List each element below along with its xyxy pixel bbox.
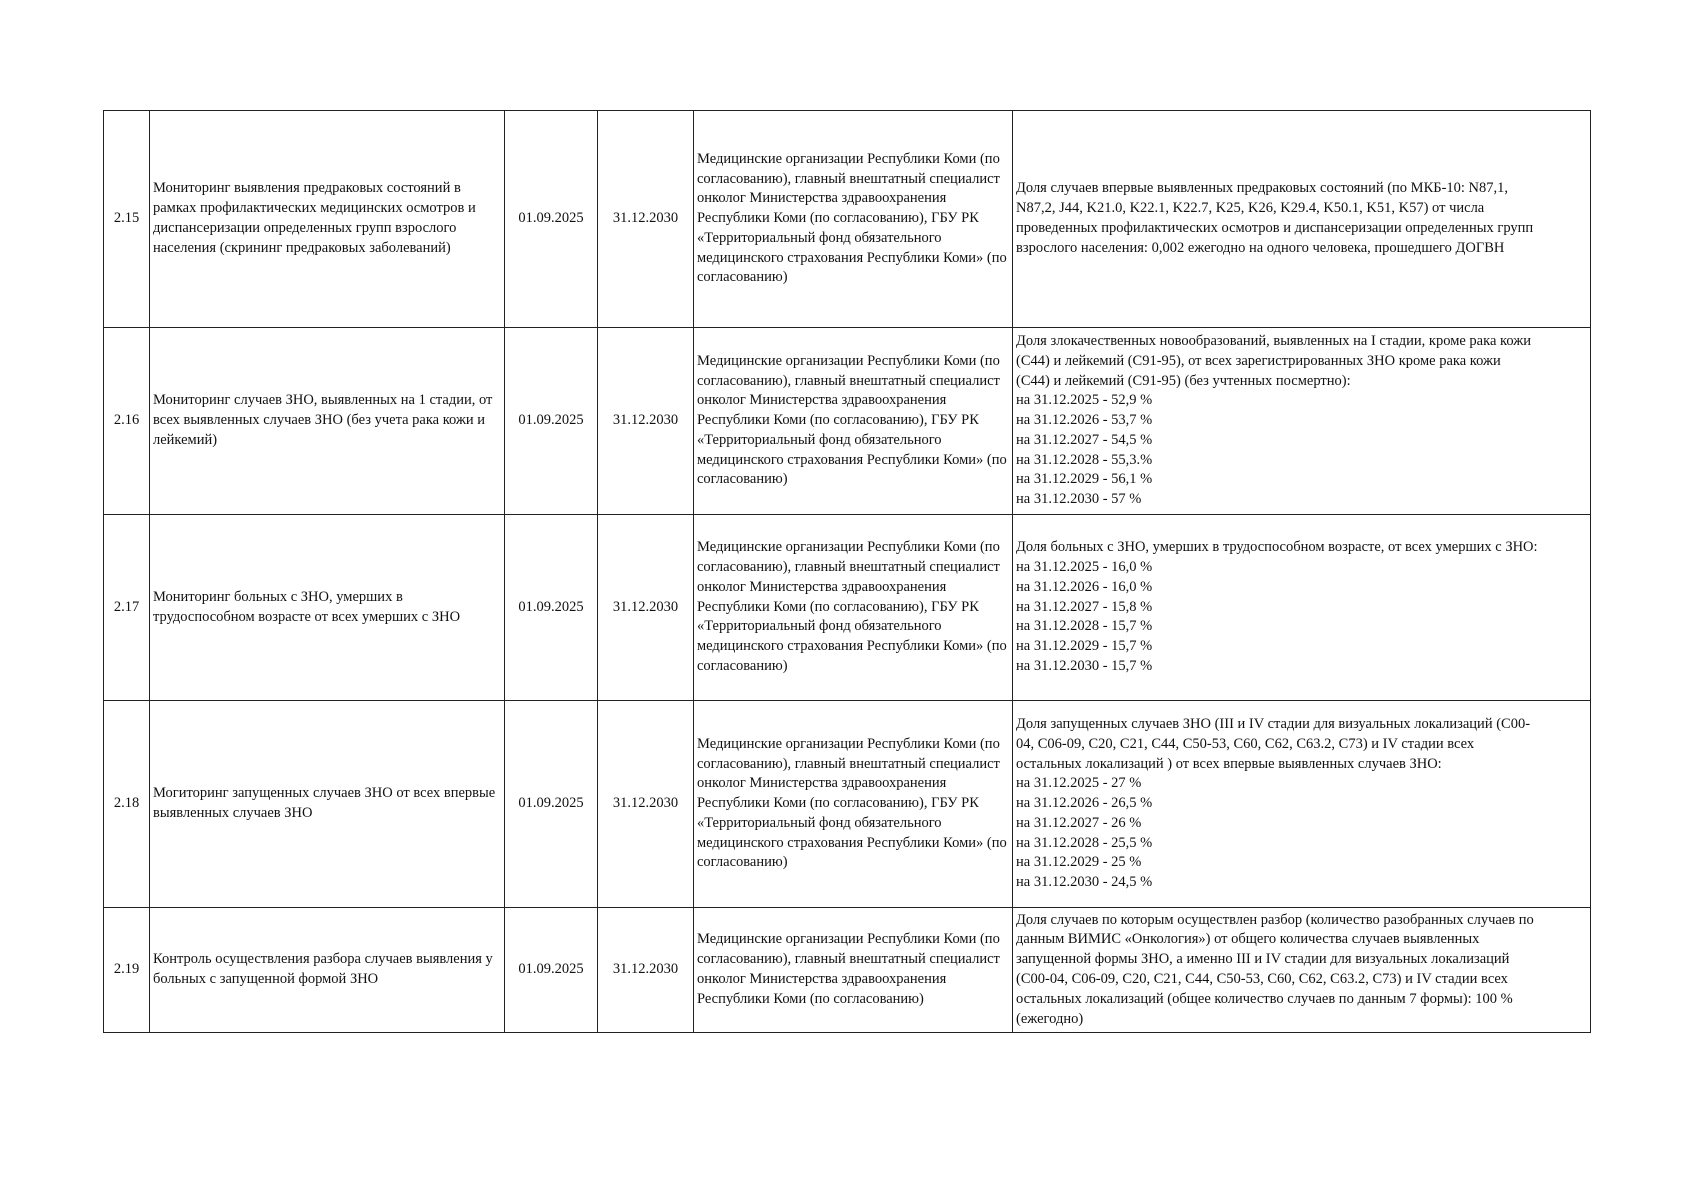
indicator-line: на 31.12.2028 - 55,3.% — [1016, 451, 1153, 468]
indicator-line: на 31.12.2027 - 54,5 % — [1016, 431, 1153, 448]
end-date: 31.12.2030 — [598, 908, 694, 1033]
start-date: 01.09.2025 — [505, 515, 598, 701]
target-indicator — [1013, 328, 1591, 515]
indicator-line: на 31.12.2030 - 24,5 % — [1016, 874, 1153, 891]
row-number: 2.15 — [104, 111, 150, 328]
indicator-line: на 31.12.2026 - 53,7 % — [1016, 412, 1153, 429]
end-date: 31.12.2030 — [598, 701, 694, 908]
indicator-line: Доля случаев по которым осуществлен разбор (количество разобранных случаев по — [1016, 911, 1534, 928]
indicator-line: на 31.12.2028 - 15,7 % — [1016, 618, 1153, 635]
indicator-line: Доля злокачественных новообразований, выявленных на I стадии, кроме рака кожи — [1016, 332, 1531, 349]
indicator-line: остальных локализаций (общее количество случаев по данным 7 формы): 100 % — [1016, 990, 1513, 1007]
indicator-line: на 31.12.2030 - 57 % — [1016, 491, 1142, 508]
activity-name: Могиторинг запущенных случаев ЗНО от всех впервые выявленных случаев ЗНО — [150, 701, 505, 908]
table-row — [104, 328, 1591, 515]
activity-name: Контроль осуществления разбора случаев выявления у больных с запущенной формой ЗНО — [150, 908, 505, 1033]
responsible-executors: Медицинские организации Республики Коми (по согласованию), главный внештатный специалист онколог Министерства здравоохранения Республики Коми (по согласованию), ГБУ РК «Территориальный фонд обязательного медицинского страхования Республики Коми» (по согласованию) — [694, 701, 1013, 908]
table-row — [104, 111, 1591, 328]
activity-name: Мониторинг выявления предраковых состояний в рамках профилактических медицинских осмотров и диспансеризации определенных групп взрослого населения (скрининг предраковых заболеваний) — [150, 111, 505, 328]
target-indicator — [1013, 111, 1591, 328]
start-date: 01.09.2025 — [505, 701, 598, 908]
table-row — [104, 908, 1591, 1033]
indicator-line: (С44) и лейкемий (С91-95) (без учтенных посмертно): — [1016, 372, 1351, 389]
target-indicator — [1013, 701, 1591, 908]
table-body — [104, 111, 1591, 1033]
indicator-line: на 31.12.2030 - 15,7 % — [1016, 657, 1153, 674]
start-date: 01.09.2025 — [505, 328, 598, 515]
indicator-line: на 31.12.2025 - 52,9 % — [1016, 392, 1153, 409]
responsible-executors: Медицинские организации Республики Коми (по согласованию), главный внештатный специалист онколог Министерства здравоохранения Республики Коми (по согласованию) — [694, 908, 1013, 1033]
row-number: 2.16 — [104, 328, 150, 515]
responsible-executors: Медицинские организации Республики Коми (по согласованию), главный внештатный специалист онколог Министерства здравоохранения Республики Коми (по согласованию), ГБУ РК «Территориальный фонд обязательного медицинского страхования Республики Коми» (по согласованию) — [694, 515, 1013, 701]
indicator-line: на 31.12.2029 - 25 % — [1016, 854, 1142, 871]
row-number: 2.19 — [104, 908, 150, 1033]
activities-table — [103, 110, 1591, 1033]
end-date: 31.12.2030 — [598, 515, 694, 701]
activity-name: Мониторинг больных с ЗНО, умерших в трудоспособном возрасте от всех умерших с ЗНО — [150, 515, 505, 701]
indicator-line: (ежегодно) — [1016, 1010, 1084, 1027]
indicator-line: запущенной формы ЗНО, а именно III и IV стадии для визуальных локализаций — [1016, 951, 1510, 968]
indicator-line: на 31.12.2027 - 15,8 % — [1016, 598, 1153, 615]
row-number: 2.18 — [104, 701, 150, 908]
indicator-line: на 31.12.2025 - 16,0 % — [1016, 559, 1153, 575]
indicator-line: на 31.12.2029 - 56,1 % — [1016, 471, 1153, 488]
table-row — [104, 701, 1591, 908]
activity-name: Мониторинг случаев ЗНО, выявленных на 1 стадии, от всех выявленных случаев ЗНО (без учета рака кожи и лейкемий) — [150, 328, 505, 515]
indicator-line: Доля случаев впервые выявленных предраковых состояний (по МКБ-10: N87,1, — [1016, 180, 1509, 197]
indicator-line: на 31.12.2026 - 16,0 % — [1016, 578, 1153, 595]
indicator-line: (С44) и лейкемий (С91-95), от всех зарегистрированных ЗНО кроме рака кожи — [1016, 352, 1501, 369]
responsible-executors: Медицинские организации Республики Коми (по согласованию), главный внештатный специалист онколог Министерства здравоохранения Республики Коми (по согласованию), ГБУ РК «Территориальный фонд обязательного медицинского страхования Республики Коми» (по согласованию) — [694, 111, 1013, 328]
indicator-line: N87,2, J44, K21.0, K22.1, K22.7, K25, K26, K29.4, K50.1, K51, K57) от числа — [1016, 200, 1485, 217]
indicator-line: (С00-04, С06-09, С20, С21, С44, С50-53, С60, С62, С63.2, С73) и IV стадии всех — [1016, 971, 1508, 987]
indicator-line: взрослого населения: 0,002 ежегодно на одного человека, прошедшего ДОГВН — [1016, 239, 1505, 256]
indicator-line: остальных локализаций ) от всех впервые выявленных случаев ЗНО: — [1016, 755, 1442, 772]
target-indicator — [1013, 908, 1591, 1033]
start-date: 01.09.2025 — [505, 111, 598, 328]
target-indicator — [1013, 515, 1591, 701]
responsible-executors: Медицинские организации Республики Коми (по согласованию), главный внештатный специалист онколог Министерства здравоохранения Республики Коми (по согласованию), ГБУ РК «Территориальный фонд обязательного медицинского страхования Республики Коми» (по согласованию) — [694, 328, 1013, 515]
end-date: 31.12.2030 — [598, 328, 694, 515]
indicator-line: 04, С06-09, С20, С21, С44, С50-53, С60, С62, С63.2, С73) и IV стадии всех — [1016, 735, 1475, 752]
row-number: 2.17 — [104, 515, 150, 701]
indicator-line: данным ВИМИС «Онкология») от общего количества случаев выявленных — [1016, 931, 1480, 948]
indicator-line: на 31.12.2028 - 25,5 % — [1016, 834, 1153, 851]
indicator-line: Доля больных с ЗНО, умерших в трудоспособном возрасте, от всех умерших с ЗНО: — [1016, 539, 1538, 556]
indicator-line: на 31.12.2025 - 27 % — [1016, 775, 1142, 792]
table-row — [104, 515, 1591, 701]
start-date: 01.09.2025 — [505, 908, 598, 1033]
end-date: 31.12.2030 — [598, 111, 694, 328]
indicator-line: на 31.12.2027 - 26 % — [1016, 814, 1142, 831]
indicator-line: Доля запущенных случаев ЗНО (III и IV стадии для визуальных локализаций (С00- — [1016, 715, 1531, 732]
indicator-line: на 31.12.2026 - 26,5 % — [1016, 795, 1153, 812]
indicator-line: на 31.12.2029 - 15,7 % — [1016, 638, 1153, 655]
indicator-line: проведенных профилактических осмотров и диспансеризации определенных групп — [1016, 220, 1534, 236]
